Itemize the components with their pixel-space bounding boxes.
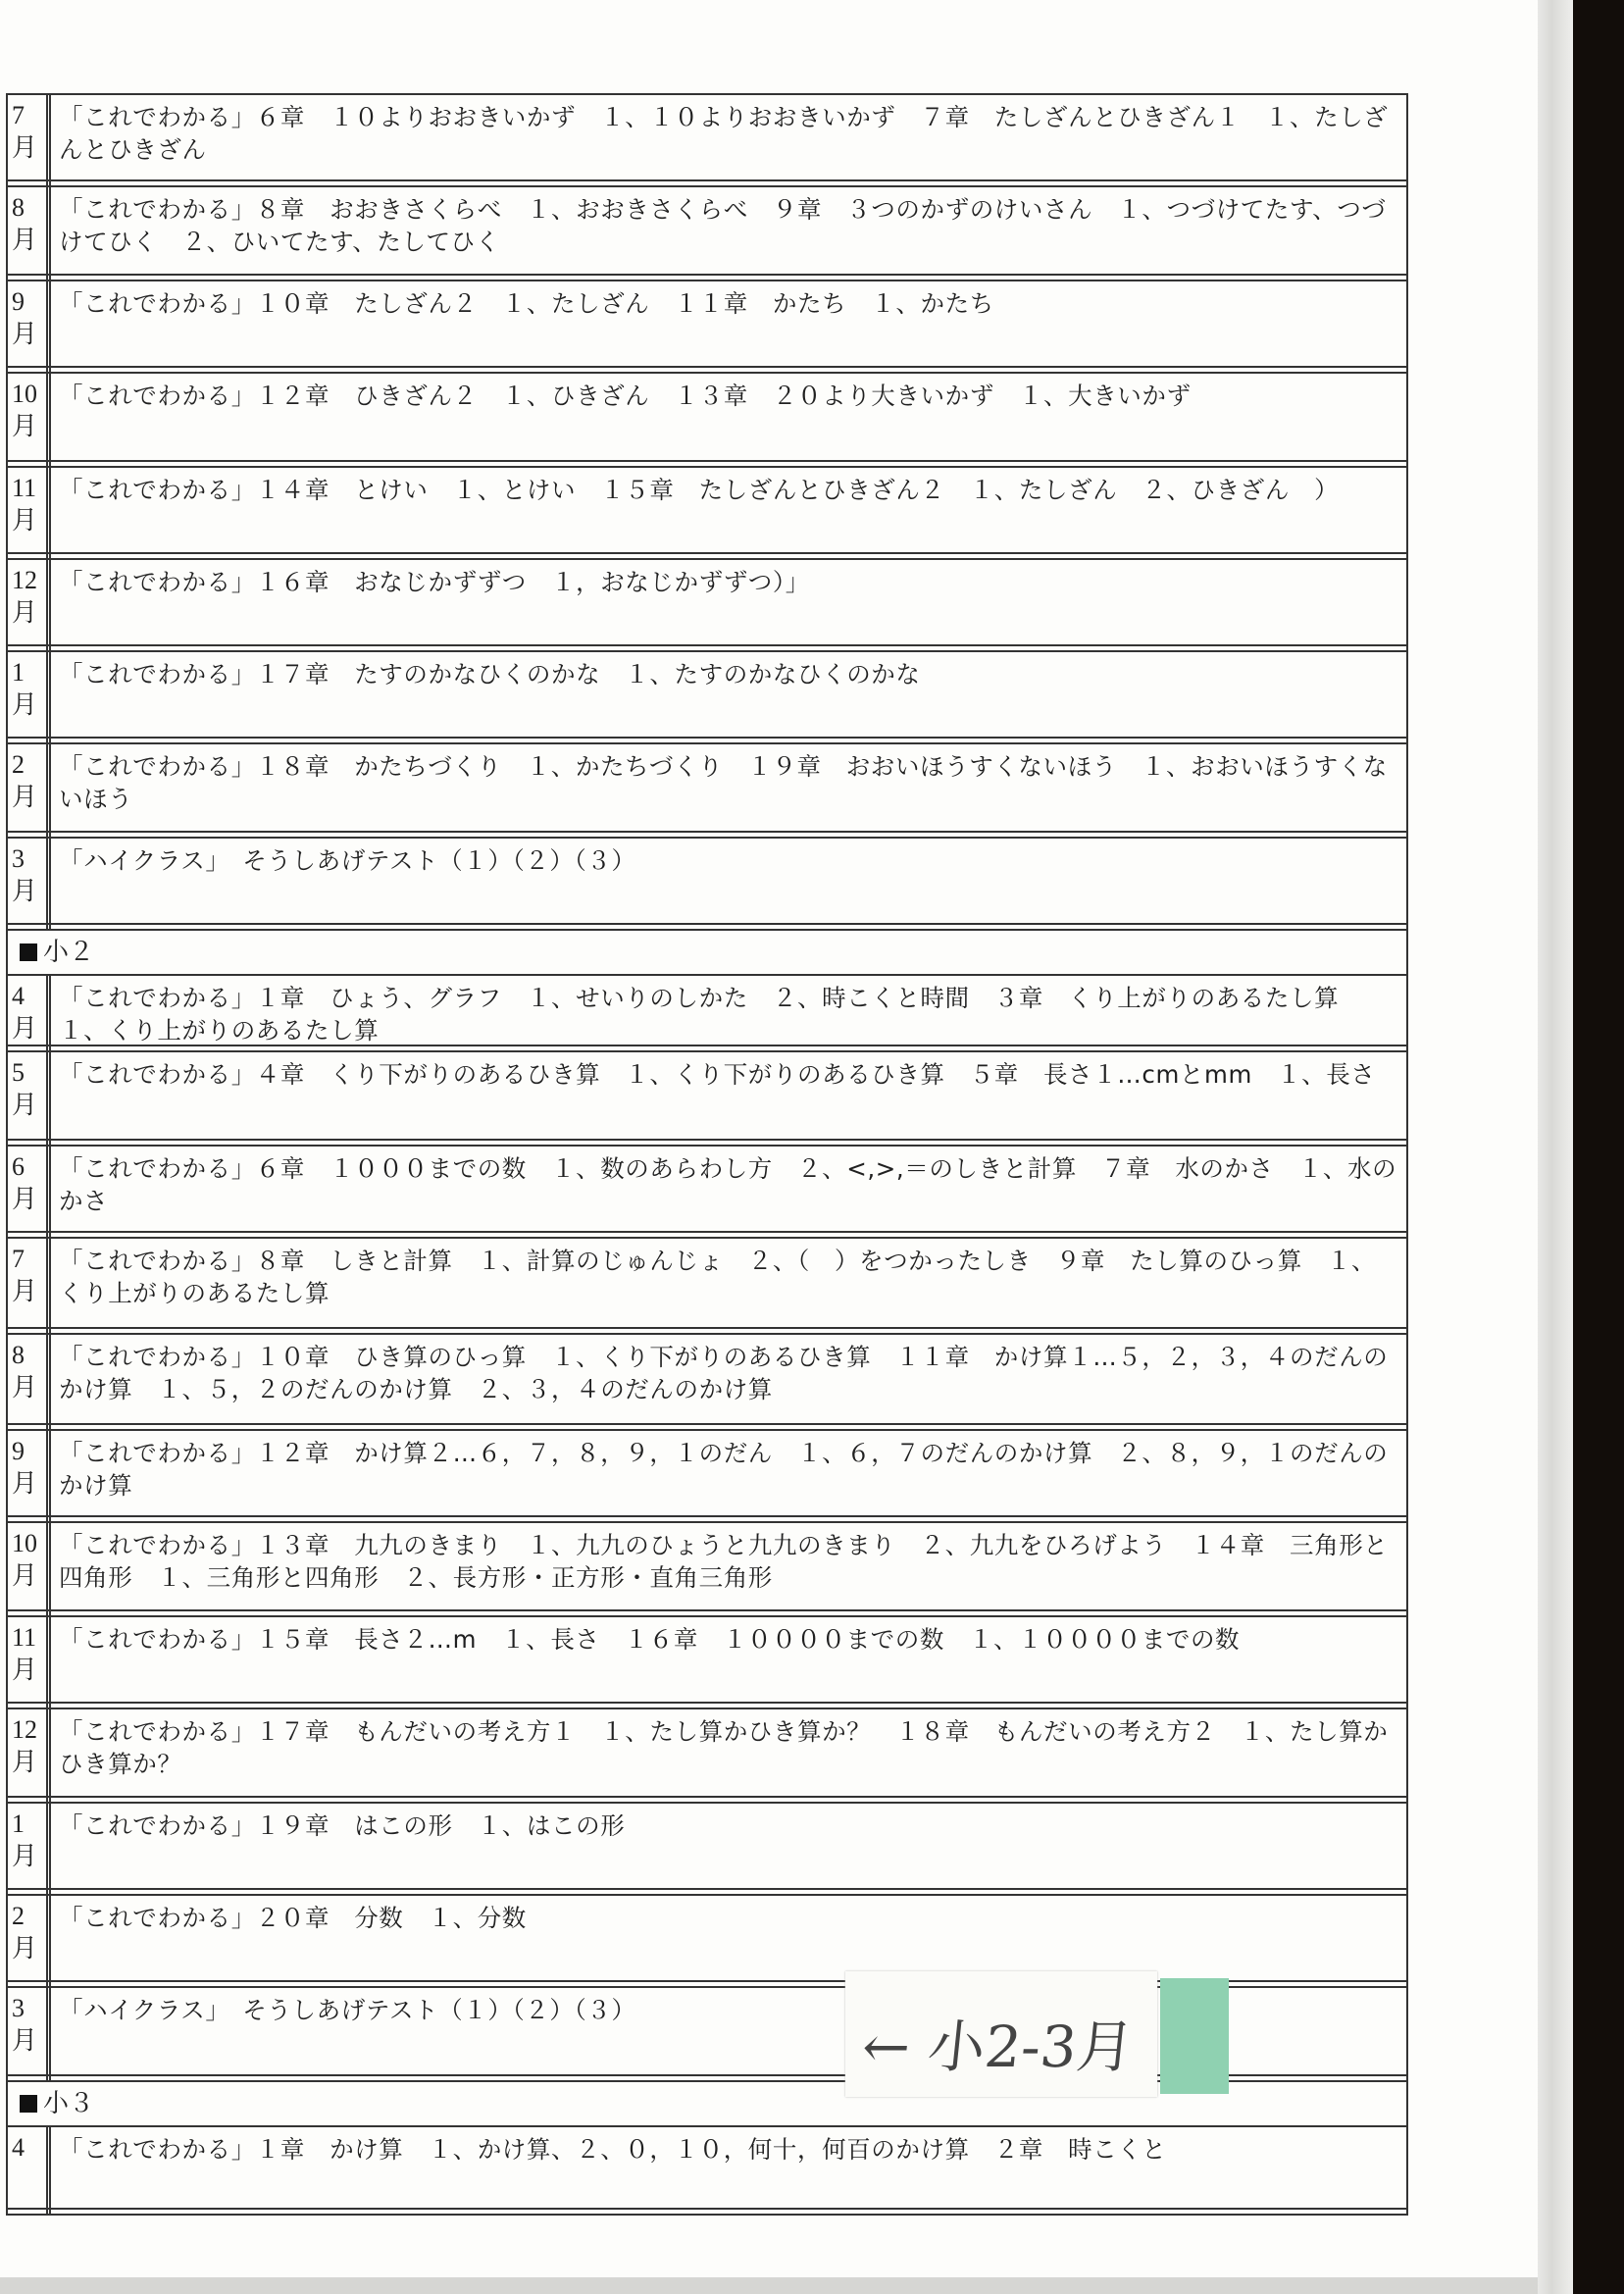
table-row: [6, 1617, 1408, 1709]
month-cell: 4 月: [8, 976, 51, 1050]
lesson-content-cell: 「これでわかる」１章 かけ算 １、かけ算、２、０，１０，何十，何百のかけ算 ２章 時こくと: [59, 2135, 1167, 2164]
month-cell: 7 月: [8, 95, 51, 185]
grade2-section: [6, 976, 1408, 2082]
arrow-icon: ←: [858, 2014, 914, 2080]
month-cell: 12 月: [8, 560, 51, 650]
table-row: [6, 1431, 1408, 1523]
lesson-content-cell: 「これでわかる」１４章 とけい １、とけい １５章 たしざんとひきざん２ １、たしざん ２、ひきざん ）: [59, 476, 1340, 504]
lesson-content-cell: 「これでわかる」１５章 長さ２…m １、長さ １６章 １００００までの数 １、１００００までの数: [59, 1625, 1241, 1654]
table-row: [6, 1523, 1408, 1617]
table-row: [6, 560, 1408, 652]
lesson-content-cell: 「これでわかる」１６章 おなじかずずつ １，おなじかずずつ）」: [59, 568, 810, 596]
month-cell: 3 月: [8, 839, 51, 929]
page-bottom-edge: [0, 2277, 1538, 2294]
table-row: [6, 976, 1408, 1052]
square-bullet-icon: [20, 2095, 37, 2113]
lesson-content-cell: 「これでわかる」１０章 たしざん２ １、たしざん １１章 かたち １、かたち: [59, 289, 994, 318]
lesson-content-cell: 「これでわかる」１７章 もんだいの考え方１ １、たし算かひき算か？ １８章 もんだいの考え方２ １、たし算かひき算か？: [59, 1717, 1389, 1778]
curriculum-table: [6, 93, 1408, 2216]
month-cell: 8 月: [8, 1335, 51, 1429]
lesson-content-cell: 「ハイクラス」 そうしあげテスト（１）（２）（３）: [59, 846, 636, 875]
table-row: [6, 1335, 1408, 1431]
lesson-content-cell: 「これでわかる」１８章 かたちづくり １、かたちづくり １９章 おおいほうすくないほう １、おおいほうすくないほう: [59, 752, 1388, 813]
table-row: [6, 744, 1408, 839]
month-cell: 1 月: [8, 1804, 51, 1894]
table-row: [6, 839, 1408, 931]
lesson-content-cell: 「これでわかる」４章 くり下がりのあるひき算 １、くり下がりのあるひき算 ５章 長さ１…cmとmm １、長さ: [59, 1060, 1376, 1089]
month-cell: 8 月: [8, 187, 51, 280]
month-cell: 4: [8, 2127, 51, 2214]
table-row: [6, 1147, 1408, 1239]
table-row: [6, 652, 1408, 744]
month-cell: 9 月: [8, 281, 51, 372]
month-cell: 3 月: [8, 1988, 51, 2080]
table-row: [6, 468, 1408, 560]
lesson-content-cell: 「これでわかる」８章 おおきさくらべ １、おおきさくらべ ９章 ３つのかずのけいさん １、つづけてたす、つづけてひく ２、ひいてたす、たしてひく: [59, 195, 1387, 256]
lesson-content-cell: 「これでわかる」１３章 九九のきまり １、九九のひょうと九九のきまり ２、九九をひろげよう １４章 三角形と四角形 １、三角形と四角形 ２、長方形・正方形・直角三角形: [59, 1531, 1389, 1592]
table-row: [6, 1239, 1408, 1335]
month-cell: 6 月: [8, 1147, 51, 1237]
grade3-section: [6, 2127, 1408, 2216]
table-row: [6, 2127, 1408, 2216]
month-cell: 7 月: [8, 1239, 51, 1333]
section-title: 小２: [43, 938, 95, 967]
table-row: [6, 187, 1408, 281]
lesson-content-cell: 「ハイクラス」 そうしあげテスト（１）（２）（３）: [59, 1996, 636, 2024]
month-cell: 12 月: [8, 1709, 51, 1802]
lesson-content-cell: 「これでわかる」８章 しきと計算 １、計算のじゅんじょ ２、（ ）をつかったしき ９章 たし算のひっ算 １、くり上がりのあるたし算: [59, 1247, 1377, 1307]
lesson-content-cell: 「これでわかる」６章 １０００までの数 １、数のあらわし方 ２、<,>,＝のしきと計算 ７章 水のかさ １、水のかさ: [59, 1154, 1397, 1215]
month-cell: 10 月: [8, 374, 51, 466]
table-row: [6, 1804, 1408, 1896]
section-title: 小３: [43, 2089, 95, 2118]
table-row: [6, 281, 1408, 374]
lesson-content-cell: 「これでわかる」１７章 たすのかなひくのかな １、たすのかなひくのかな: [59, 660, 921, 688]
lesson-content-cell: 「これでわかる」１２章 かけ算２…６，７，８，９，１のだん １、６，７のだんのかけ算 ２、８，９，１のだんのかけ算: [59, 1439, 1389, 1500]
month-cell: 11 月: [8, 1617, 51, 1708]
table-row: [6, 1896, 1408, 1988]
square-bullet-icon: [20, 943, 37, 961]
month-cell: 10 月: [8, 1523, 51, 1615]
table-row: [6, 93, 1408, 187]
table-row: [6, 374, 1408, 468]
month-cell: 2 月: [8, 1896, 51, 1986]
lesson-content-cell: 「これでわかる」６章 １０よりおおきいかず １、１０よりおおきいかず ７章 たしざんとひきざん１ １、たしざんとひきざん: [59, 103, 1389, 164]
month-cell: 9 月: [8, 1431, 51, 1521]
lesson-content-cell: 「これでわかる」１９章 はこの形 １、はこの形: [59, 1811, 626, 1840]
scanner-background: [1573, 0, 1624, 2294]
grade1-section: [6, 93, 1408, 931]
sticky-note-tab: [1160, 1978, 1229, 2094]
lesson-content-cell: 「これでわかる」１章 ひょう、グラフ １、せいりのしかた ２、時こくと時間 ３章 くり上がりのあるたし算 １、くり上がりのあるたし算: [59, 984, 1364, 1045]
month-cell: 11 月: [8, 468, 51, 558]
handwritten-label: 小2-3月: [924, 2014, 1138, 2080]
lesson-content-cell: 「これでわかる」１２章 ひきざん２ １、ひきざん １３章 ２０より大きいかず １、大きいかず: [59, 382, 1192, 410]
month-cell: 1 月: [8, 652, 51, 742]
lesson-content-cell: 「これでわかる」１０章 ひき算のひっ算 １、くり下がりのあるひき算 １１章 かけ算１…５，２，３，４のだんのかけ算 １、５，２のだんのかけ算 ２、３，４のだんのかけ算: [59, 1343, 1389, 1403]
lesson-content-cell: 「これでわかる」２０章 分数 １、分数: [59, 1904, 527, 1932]
month-cell: 5 月: [8, 1052, 51, 1145]
stacked-page-edges: [1538, 0, 1573, 2294]
table-row: [6, 1052, 1408, 1147]
handwritten-note: [859, 2001, 1139, 2083]
month-cell: 2 月: [8, 744, 51, 837]
section-header-grade2: [6, 931, 1408, 976]
table-row: [6, 1709, 1408, 1804]
